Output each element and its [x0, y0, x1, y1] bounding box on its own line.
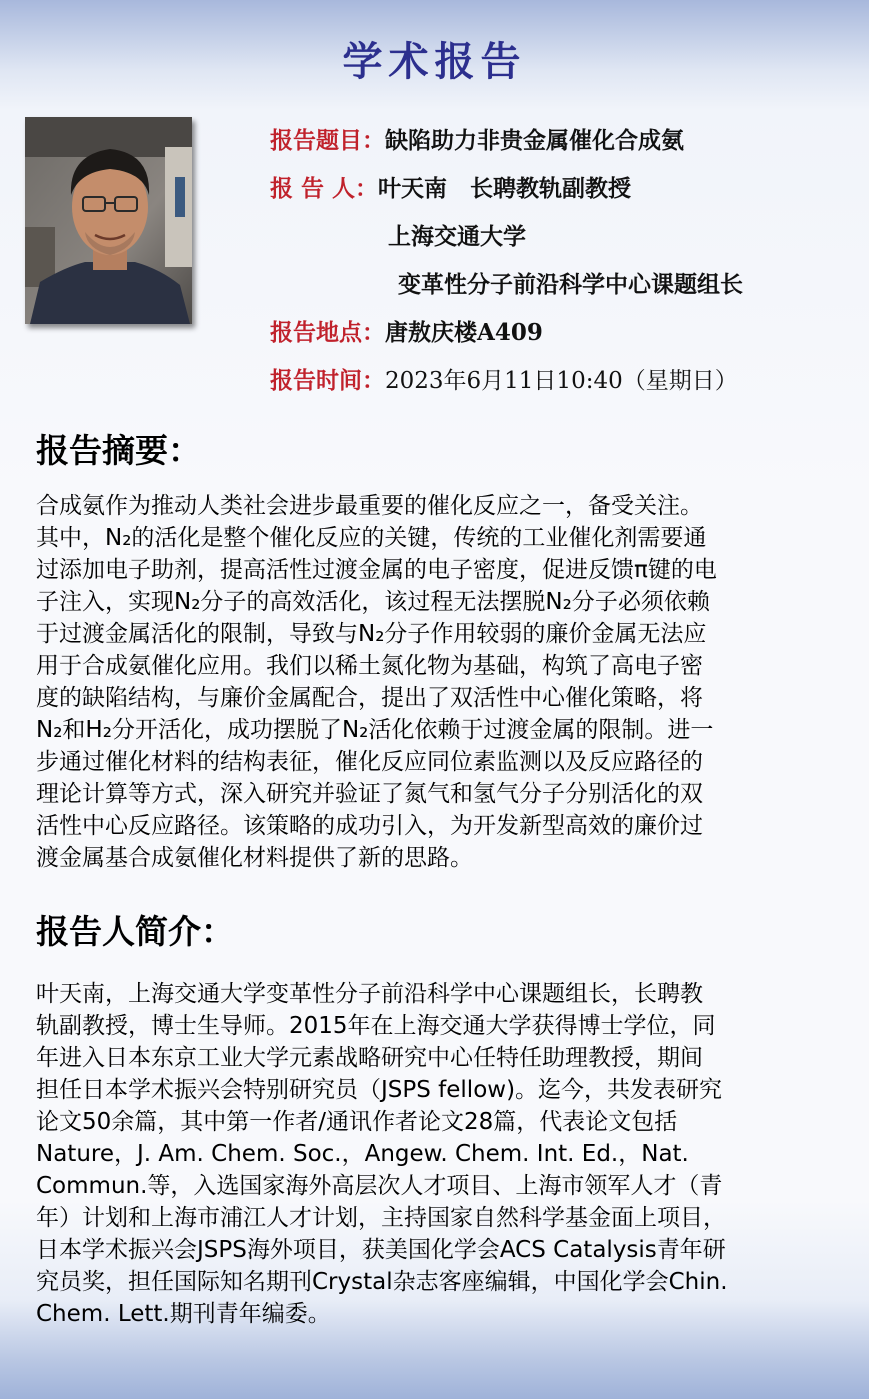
bio-line: 担任日本学术振兴会特别研究员（JSPS fellow)。迄今，共发表研究: [36, 1077, 723, 1103]
bio-line: 轨副教授，博士生导师。2015年在上海交通大学获得博士学位，同: [36, 1013, 716, 1039]
speaker-value: 叶天南 长聘教轨副教授: [378, 175, 632, 202]
speaker-label: 报 告 人：: [270, 175, 379, 202]
topic-row: [270, 117, 743, 165]
talk-info: [270, 117, 743, 405]
bio-line: Nature，J. Am. Chem. Soc.，Angew. Chem. Int. Ed.，Nat.: [36, 1141, 689, 1167]
abstract-line: 过添加电子助剂，提高活性过渡金属的电子密度，促进反馈π键的电: [36, 557, 717, 583]
time-label: 报告时间：: [270, 367, 385, 394]
affiliation-university: 上海交通大学: [388, 223, 526, 250]
abstract-line: 渡金属基合成氨催化材料提供了新的思路。: [36, 845, 473, 871]
time-value: 2023年6月11日10:40（星期日）: [385, 368, 738, 394]
abstract-line: 用于合成氨催化应用。我们以稀土氮化物为基础，构筑了高电子密: [36, 653, 703, 679]
abstract-line: 活性中心反应路径。该策略的成功引入，为开发新型高效的廉价过: [36, 813, 703, 839]
affiliation-row-2: [270, 261, 743, 309]
time-row: [270, 357, 743, 405]
speaker-photo: [25, 117, 192, 324]
abstract-line: 度的缺陷结构，与廉价金属配合，提出了双活性中心催化策略，将: [36, 685, 703, 711]
affiliation-row-1: [270, 213, 743, 261]
abstract-line: 合成氨作为推动人类社会进步最重要的催化反应之一，备受关注。: [36, 493, 703, 519]
bio-line: 年）计划和上海市浦江人才计划，主持国家自然科学基金面上项目，: [36, 1205, 726, 1231]
bio-line: 年进入日本东京工业大学元素战略研究中心任特任助理教授，期间: [36, 1045, 703, 1071]
bio-line: Commun.等，入选国家海外高层次人才项目、上海市领军人才（青: [36, 1173, 723, 1199]
abstract-heading: 报告摘要：: [36, 431, 201, 470]
topic-label: 报告题目：: [270, 127, 385, 154]
topic-value: 缺陷助力非贵金属催化合成氨: [385, 127, 684, 154]
abstract-text: [36, 490, 836, 874]
bio-line: 论文50余篇，其中第一作者/通讯作者论文28篇，代表论文包括: [36, 1109, 678, 1135]
bio-line: 日本学术振兴会JSPS海外项目，获美国化学会ACS Catalysis青年研: [36, 1237, 726, 1263]
affiliation-center: 变革性分子前沿科学中心课题组长: [398, 271, 743, 298]
bio-text: [36, 978, 836, 1330]
abstract-line: N₂和H₂分开活化，成功摆脱了N₂活化依赖于过渡金属的限制。进一: [36, 717, 714, 743]
bio-line: 叶天南，上海交通大学变革性分子前沿科学中心课题组长，长聘教: [36, 981, 703, 1007]
speaker-row: [270, 165, 743, 213]
abstract-line: 子注入，实现N₂分子的高效活化，该过程无法摆脱N₂分子必须依赖: [36, 589, 710, 615]
location-value: 唐敖庆楼A409: [385, 319, 543, 346]
location-label: 报告地点：: [270, 319, 385, 346]
location-row: [270, 309, 743, 357]
speaker-portrait-image: [25, 117, 192, 324]
abstract-line: 步通过催化材料的结构表征，催化反应同位素监测以及反应路径的: [36, 749, 703, 775]
abstract-line: 理论计算等方式，深入研究并验证了氮气和氢气分子分别活化的双: [36, 781, 703, 807]
bio-line: Chem. Lett.期刊青年编委。: [36, 1301, 331, 1327]
page-title: 学术报告: [342, 38, 527, 85]
abstract-line: 其中，N₂的活化是整个催化反应的关键，传统的工业催化剂需要通: [36, 525, 707, 551]
bio-heading: 报告人简介：: [36, 912, 234, 951]
bio-line: 究员奖，担任国际知名期刊Crystal杂志客座编辑，中国化学会Chin.: [36, 1269, 728, 1295]
abstract-line: 于过渡金属活化的限制，导致与N₂分子作用较弱的廉价金属无法应: [36, 621, 707, 647]
